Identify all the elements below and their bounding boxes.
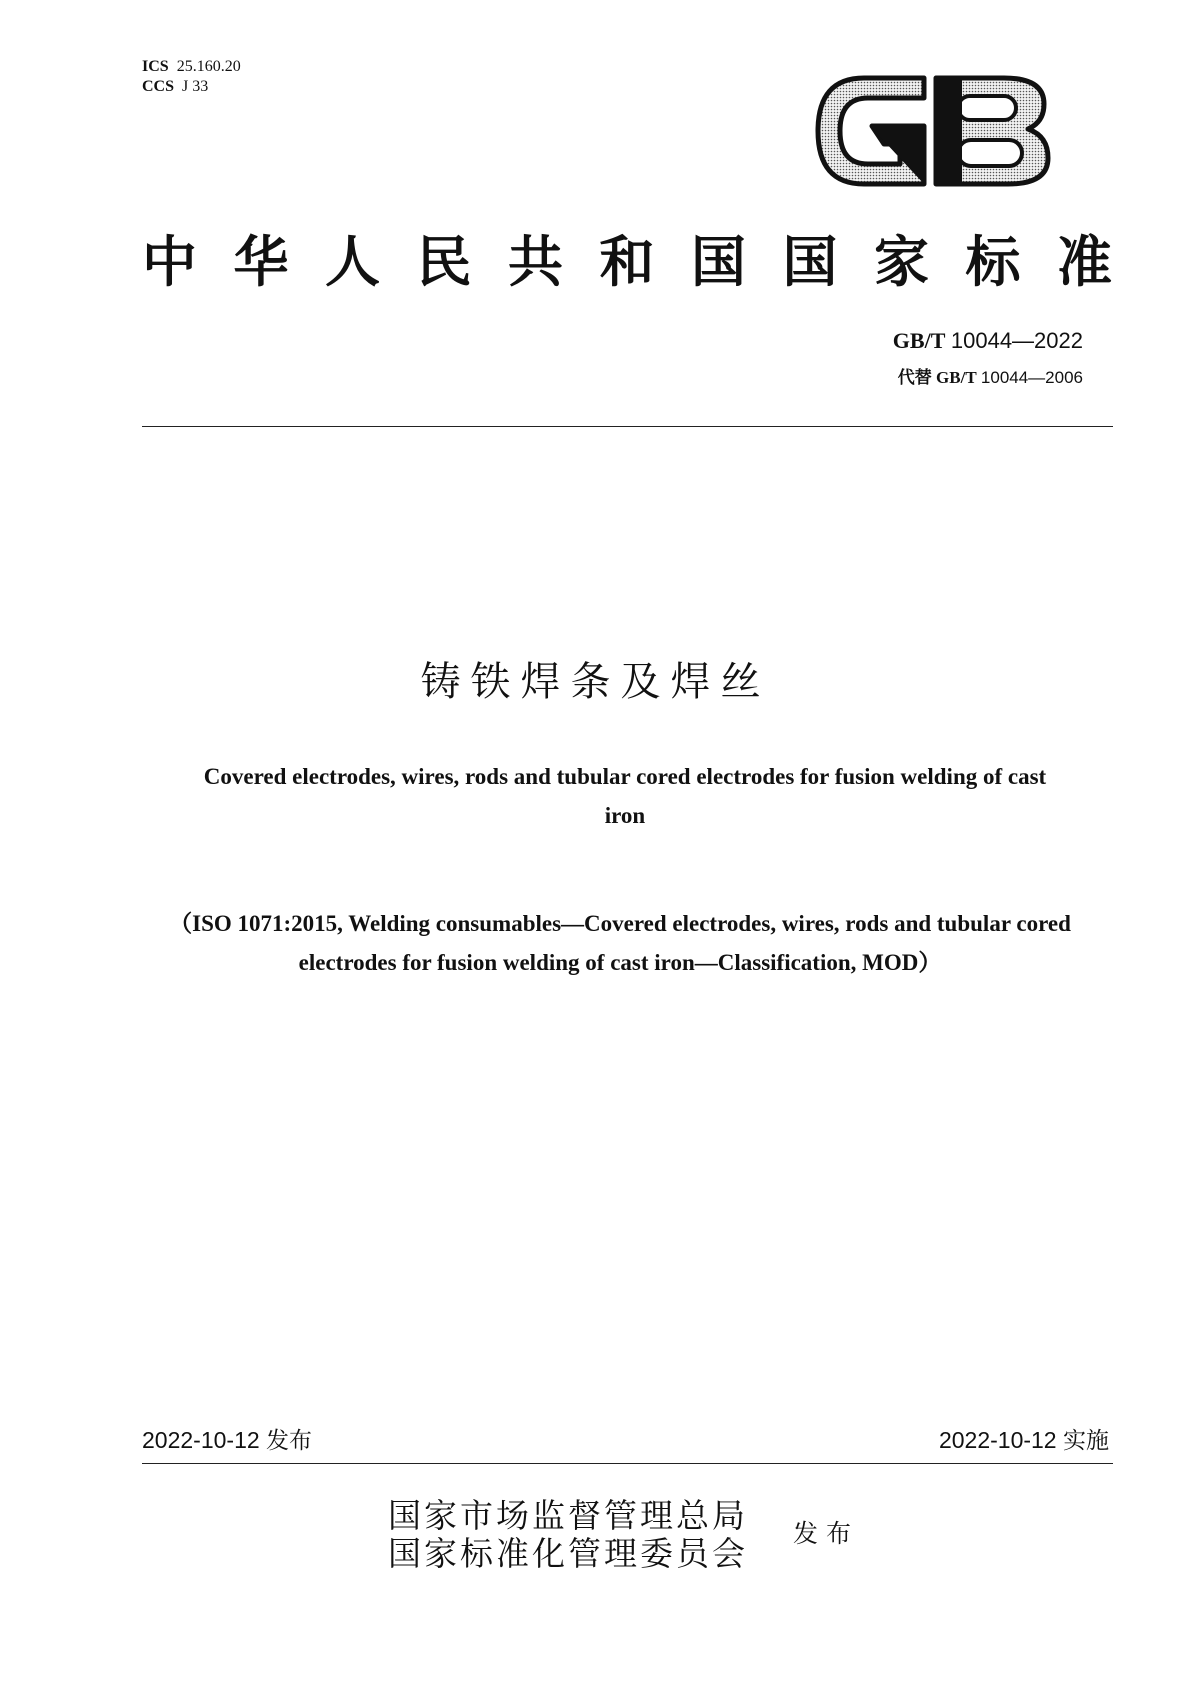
ccs-code: J 33 (182, 78, 209, 95)
ccs-line (142, 77, 241, 97)
english-title: Covered electrodes, wires, rods and tubular cored electrodes for fusion welding of cast iron (203, 764, 1047, 828)
supersedes-line (898, 366, 1083, 390)
issue-date: 2022-10-12 (142, 1427, 260, 1453)
ics-code: 25.160.20 (176, 58, 241, 75)
standard-prefix: GB/T (892, 328, 946, 353)
supersedes-code: 10044—2006 (980, 368, 1083, 387)
header-divider (142, 426, 1113, 427)
ics-label: ICS (142, 58, 169, 75)
standard-code: 10044—2022 (950, 328, 1083, 353)
effective-date: 2022-10-12 (938, 1427, 1057, 1453)
issuer-samr: 国家市场监督管理总局 (388, 1496, 748, 1535)
issuer-sac: 国家标准化管理委员会 (388, 1534, 748, 1573)
gb-logo (812, 72, 1052, 190)
effective-label: 实施 (1063, 1428, 1109, 1454)
standard-number (893, 326, 1083, 356)
issuing-authorities (388, 1497, 748, 1573)
national-standard-title: 中华人民共和国国家标准 (142, 229, 1112, 294)
supersedes-prefix: 代替 GB/T (897, 368, 977, 387)
effective-date-line (939, 1424, 1109, 1457)
issue-label: 发布 (266, 1428, 313, 1454)
iso-reference: （ISO 1071:2015, Welding consumables—Covered electrodes, wires, rods and tubular cored electrodes for fusion welding of cast iron—Classification, MOD） (169, 911, 1071, 975)
publish-label: 发布 (793, 1519, 860, 1548)
ics-line (142, 57, 241, 77)
classification-codes (142, 57, 241, 97)
issue-date-line (142, 1424, 312, 1457)
footer-divider (142, 1463, 1113, 1464)
chinese-title: 铸铁焊条及焊丝 (420, 659, 771, 705)
ccs-label: CCS (142, 78, 175, 95)
